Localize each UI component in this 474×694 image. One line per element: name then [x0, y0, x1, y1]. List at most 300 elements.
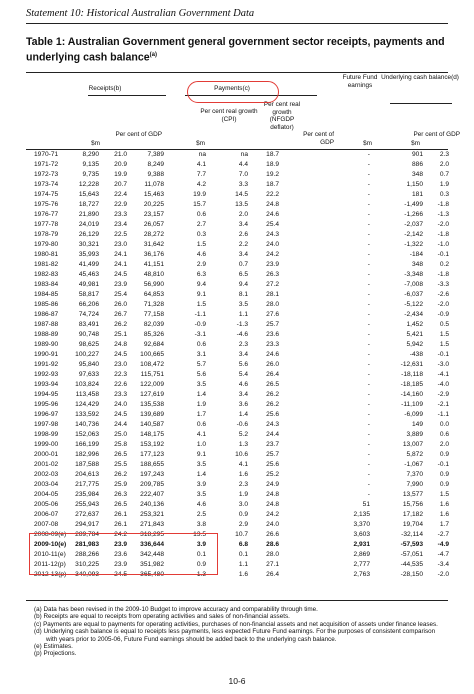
row-year: 1977-78 — [34, 221, 59, 228]
row-value: 17,182 — [402, 511, 423, 518]
row-value: 18,727 — [78, 201, 99, 208]
row-value: 340,093 — [75, 571, 99, 578]
row-value: -2.0 — [437, 221, 449, 228]
row-value: 7,990 — [406, 481, 423, 488]
receipts-pct-head: Per cent of GDP — [115, 131, 162, 138]
row-value: 3.1 — [196, 351, 206, 358]
table-row — [0, 410, 474, 419]
row-year: 1998-99 — [34, 431, 59, 438]
row-value: 26.5 — [114, 501, 127, 508]
row-value: 153,192 — [140, 441, 164, 448]
row-value: 27.1 — [266, 561, 279, 568]
row-value: -44,535 — [400, 561, 423, 568]
row-value: 12,228 — [78, 181, 99, 188]
row-value: 139,689 — [140, 411, 164, 418]
row-value: 23.6 — [266, 331, 279, 338]
row-value: 24.4 — [114, 421, 127, 428]
table-row — [0, 480, 474, 489]
row-value: 58,817 — [78, 291, 99, 298]
row-value: 41,499 — [78, 261, 99, 268]
row-value: 48,810 — [143, 271, 164, 278]
row-value: 1.0 — [196, 441, 206, 448]
row-value: 281,983 — [75, 541, 99, 548]
row-value: 26.6 — [266, 531, 279, 538]
row-year: 1999-00 — [34, 441, 59, 448]
row-value: 310,225 — [75, 561, 99, 568]
row-value: 1.5 — [439, 341, 449, 348]
row-value: -0.1 — [437, 461, 449, 468]
row-value: - — [367, 491, 370, 498]
row-value: 15,643 — [78, 191, 99, 198]
row-value: 95,840 — [78, 361, 99, 368]
row-value: 13.5 — [193, 531, 206, 538]
row-value: 149 — [411, 421, 423, 428]
row-value: 24.5 — [114, 351, 127, 358]
row-value: -184 — [409, 251, 423, 258]
table-row — [0, 270, 474, 279]
row-year: 1982-83 — [34, 271, 59, 278]
row-year: 1997-98 — [34, 421, 59, 428]
table-row — [0, 440, 474, 449]
row-value: 23.7 — [266, 441, 279, 448]
row-value: -1.1 — [437, 411, 449, 418]
row-value: 288,266 — [75, 551, 99, 558]
row-value: 6.3 — [196, 271, 206, 278]
row-value: 26.4 — [266, 571, 279, 578]
row-value: 1.6 — [238, 471, 248, 478]
row-value: 108,472 — [140, 361, 164, 368]
row-value: 24.2 — [114, 531, 127, 538]
row-value: 25.6 — [266, 411, 279, 418]
row-value: 124,429 — [75, 401, 99, 408]
row-value: 9.1 — [196, 451, 206, 458]
row-value: 5,872 — [406, 451, 423, 458]
row-value: 24.3 — [266, 231, 279, 238]
table-top-rule — [26, 72, 448, 73]
row-value: 4.2 — [196, 181, 206, 188]
row-value: 181 — [411, 191, 423, 198]
row-year: 2005-06 — [34, 501, 59, 508]
row-value: 348 — [411, 261, 423, 268]
row-value: 90,748 — [78, 331, 99, 338]
row-value: -4.6 — [236, 331, 248, 338]
row-value: - — [367, 151, 370, 158]
row-value: 6.5 — [238, 271, 248, 278]
row-value: 901 — [411, 151, 423, 158]
row-value: -3,348 — [404, 271, 423, 278]
table-row — [0, 230, 474, 239]
table-row — [0, 320, 474, 329]
row-value: 24.2 — [266, 511, 279, 518]
row-value: 3.5 — [196, 491, 206, 498]
row-value: 49,981 — [78, 281, 99, 288]
row-value: -1.3 — [236, 321, 248, 328]
row-value: 3.6 — [238, 401, 248, 408]
row-value: 25.6 — [266, 461, 279, 468]
row-value: 23.4 — [114, 221, 127, 228]
row-value: 7.0 — [238, 171, 248, 178]
row-value: 348 — [411, 171, 423, 178]
row-value: 103,824 — [75, 381, 99, 388]
row-year: 2008-09(e) — [34, 531, 67, 538]
row-value: 1,150 — [406, 181, 423, 188]
row-value: 1.6 — [439, 501, 449, 508]
row-value: 24.8 — [266, 501, 279, 508]
row-value: 36,176 — [143, 251, 164, 258]
row-value: 20.7 — [114, 181, 127, 188]
payments-highlight-oval — [187, 81, 279, 103]
row-value: - — [367, 271, 370, 278]
row-value: -2.0 — [437, 571, 449, 578]
row-year: 1975-76 — [34, 201, 59, 208]
row-value: 197,243 — [140, 471, 164, 478]
row-year: 1978-79 — [34, 231, 59, 238]
row-value: -438 — [409, 351, 423, 358]
row-value: 240,136 — [140, 501, 164, 508]
row-value: 2,777 — [353, 561, 370, 568]
row-value: 28.6 — [266, 541, 279, 548]
row-year: 1988-89 — [34, 331, 59, 338]
row-value: 3.5 — [196, 381, 206, 388]
row-value: 271,843 — [140, 521, 164, 528]
row-value: 28,272 — [143, 231, 164, 238]
row-value: -4.0 — [437, 381, 449, 388]
row-value: 3.5 — [196, 461, 206, 468]
row-value: 18.9 — [266, 161, 279, 168]
row-value: -0.6 — [236, 421, 248, 428]
row-value: na — [240, 151, 248, 158]
row-value: 7,389 — [147, 151, 164, 158]
row-value: 15.7 — [193, 201, 206, 208]
row-value: 4.6 — [238, 381, 248, 388]
row-value: -18,118 — [401, 371, 423, 378]
row-value: 56,990 — [143, 281, 164, 288]
row-value: 0.9 — [439, 451, 449, 458]
row-value: 9.1 — [196, 291, 206, 298]
row-value: -4.7 — [437, 551, 449, 558]
row-value: 2.0 — [439, 441, 449, 448]
row-value: 22.6 — [114, 381, 127, 388]
row-value: - — [367, 241, 370, 248]
footnote: (a) Data has been revised in the 2009-10 Budget to improve accuracy and comparability through time. — [34, 606, 318, 613]
row-value: 1.6 — [439, 511, 449, 518]
row-value: 3.5 — [238, 301, 248, 308]
table-row — [0, 280, 474, 289]
row-value: 1,452 — [406, 321, 423, 328]
row-value: -0.1 — [437, 251, 449, 258]
table-row — [0, 250, 474, 259]
payments-unit: $m — [196, 140, 205, 147]
row-value: -0.9 — [194, 321, 206, 328]
row-value: 26.5 — [266, 381, 279, 388]
row-value: 1.4 — [238, 411, 248, 418]
row-value: 5.4 — [238, 371, 248, 378]
row-value: 26.2 — [266, 401, 279, 408]
row-year: 1981-82 — [34, 261, 59, 268]
table-row — [0, 400, 474, 409]
row-value: 253,321 — [140, 511, 164, 518]
row-value: 294,917 — [75, 521, 99, 528]
table-title-note: (a) — [149, 52, 157, 58]
footnote: (b) Receipts are equal to receipts from operating activities and sales of non-financial assets. — [34, 613, 290, 621]
row-value: 2,869 — [353, 551, 370, 558]
row-value: - — [367, 191, 370, 198]
row-value: 140,587 — [140, 421, 164, 428]
future-fund-head: Future Fund earnings — [342, 74, 378, 89]
row-value: 23.9 — [266, 261, 279, 268]
row-year: 1974-75 — [34, 191, 59, 198]
row-value: 24.4 — [266, 431, 279, 438]
row-value: -2,037 — [404, 221, 423, 228]
row-year: 2009-10(e) — [34, 541, 67, 548]
row-value: 7,370 — [406, 471, 423, 478]
table-row — [0, 460, 474, 469]
row-value: 15,463 — [143, 191, 164, 198]
table-row — [0, 360, 474, 369]
row-value: 30,321 — [78, 241, 99, 248]
row-value: 1.5 — [439, 331, 449, 338]
row-value: 5.2 — [238, 431, 248, 438]
row-value: 2.9 — [238, 521, 248, 528]
row-value: 24.9 — [266, 481, 279, 488]
row-value: 4.1 — [238, 461, 248, 468]
row-value: 3.8 — [196, 521, 206, 528]
row-value: -57,051 — [400, 551, 423, 558]
row-value: -1,499 — [404, 201, 423, 208]
row-value: - — [367, 281, 370, 288]
row-value: 23.3 — [114, 211, 127, 218]
row-value: 24.0 — [266, 241, 279, 248]
row-value: 23,157 — [143, 211, 164, 218]
row-value: -3.4 — [437, 561, 449, 568]
row-value: -18,185 — [400, 381, 423, 388]
row-value: 2.6 — [238, 231, 248, 238]
row-value: 122,009 — [140, 381, 164, 388]
row-value: 1.5 — [439, 491, 449, 498]
row-value: 85,326 — [143, 331, 164, 338]
row-year: 2007-08 — [34, 521, 59, 528]
row-value: - — [367, 471, 370, 478]
row-value: - — [367, 351, 370, 358]
row-value: 0.9 — [238, 511, 248, 518]
payments-group-head: Payments(c) — [214, 85, 250, 92]
row-value: 2.0 — [439, 161, 449, 168]
row-value: 182,996 — [75, 451, 99, 458]
row-value: - — [367, 211, 370, 218]
row-value: 5.7 — [196, 361, 206, 368]
row-value: 2.0 — [238, 211, 248, 218]
row-year: 1970-71 — [34, 151, 59, 158]
row-value: 1.1 — [238, 311, 248, 318]
row-value: - — [367, 181, 370, 188]
row-value: 20.9 — [114, 161, 127, 168]
row-value: 97,633 — [78, 371, 99, 378]
table-row — [0, 520, 474, 529]
row-value: 18.7 — [266, 151, 279, 158]
row-value: -2.6 — [437, 291, 449, 298]
receipts-underline — [88, 95, 166, 96]
row-value: - — [367, 481, 370, 488]
row-value: 19,704 — [402, 521, 423, 528]
row-value: 19.9 — [193, 191, 206, 198]
row-value: - — [367, 251, 370, 258]
row-value: 9,388 — [147, 171, 164, 178]
row-value: 272,637 — [75, 511, 99, 518]
row-value: -1,322 — [404, 241, 423, 248]
row-value: 41,151 — [143, 261, 164, 268]
row-value: 3,889 — [406, 431, 423, 438]
row-value: 140,736 — [75, 421, 99, 428]
footnote: (p) Projections. — [34, 650, 77, 658]
row-value: 1.9 — [439, 181, 449, 188]
row-value: 28.0 — [266, 551, 279, 558]
row-value: 4.6 — [196, 501, 206, 508]
row-value: 187,588 — [75, 461, 99, 468]
row-value: 1.9 — [196, 401, 206, 408]
row-value: 26.2 — [266, 391, 279, 398]
row-value: 365,480 — [140, 571, 164, 578]
ucb-unit: $m — [411, 140, 420, 147]
row-year: 1987-88 — [34, 321, 59, 328]
row-value: 82,039 — [143, 321, 164, 328]
row-value: -4.9 — [437, 541, 449, 548]
row-value: 2.3 — [439, 151, 449, 158]
future-fund-unit: $m — [363, 140, 372, 147]
row-value: - — [367, 411, 370, 418]
row-value: 3.0 — [238, 501, 248, 508]
row-value: 1.3 — [238, 441, 248, 448]
table-row — [0, 420, 474, 429]
row-value: - — [367, 451, 370, 458]
row-value: 2.3 — [238, 341, 248, 348]
row-value: -57,593 — [400, 541, 423, 548]
row-value: -6,037 — [404, 291, 423, 298]
row-value: 26,057 — [143, 221, 164, 228]
row-value: 22.4 — [114, 191, 127, 198]
row-value: 4.4 — [238, 161, 248, 168]
row-value: 26.7 — [114, 311, 127, 318]
row-value: 0.7 — [439, 171, 449, 178]
row-value: 1.4 — [196, 471, 206, 478]
row-value: 1.4 — [196, 391, 206, 398]
row-value: 1.1 — [238, 561, 248, 568]
row-value: - — [367, 171, 370, 178]
row-value: 24.0 — [266, 521, 279, 528]
row-value: 217,775 — [75, 481, 99, 488]
row-value: 23.3 — [114, 391, 127, 398]
table-notes — [34, 606, 444, 658]
row-value: 113,458 — [75, 391, 99, 398]
row-value: 1.6 — [238, 571, 248, 578]
row-value: 1.5 — [196, 241, 206, 248]
row-value: 5.6 — [238, 361, 248, 368]
row-year: 1996-97 — [34, 411, 59, 418]
row-value: 3.9 — [196, 481, 206, 488]
table-row — [0, 160, 474, 169]
row-value: 26.1 — [114, 521, 127, 528]
row-value: 9.4 — [196, 281, 206, 288]
row-value: 7.7 — [196, 171, 206, 178]
row-value: 127,619 — [140, 391, 164, 398]
row-year: 1990-91 — [34, 351, 59, 358]
row-year: 2000-01 — [34, 451, 59, 458]
row-value: 2,763 — [353, 571, 370, 578]
table-row — [0, 310, 474, 319]
row-value: 23.3 — [266, 341, 279, 348]
row-value: na — [198, 151, 206, 158]
table-row — [0, 240, 474, 249]
row-year: 1980-81 — [34, 251, 59, 258]
row-value: - — [367, 231, 370, 238]
row-value: - — [367, 311, 370, 318]
table-row — [0, 220, 474, 229]
row-value: 23.0 — [114, 361, 127, 368]
row-value: 26,129 — [78, 231, 99, 238]
row-value: - — [367, 421, 370, 428]
row-value: -1,067 — [404, 461, 423, 468]
row-value: 25.8 — [114, 441, 127, 448]
row-value: - — [367, 331, 370, 338]
row-value: - — [367, 221, 370, 228]
row-value: 24.6 — [266, 211, 279, 218]
row-value: 10.7 — [235, 531, 248, 538]
row-value: 255,943 — [75, 501, 99, 508]
table-row — [0, 470, 474, 479]
row-value: 2.3 — [238, 481, 248, 488]
row-year: 1983-84 — [34, 281, 59, 288]
row-value: - — [367, 371, 370, 378]
row-value: 2.2 — [238, 241, 248, 248]
header-rule — [26, 23, 448, 24]
table-row — [0, 200, 474, 209]
row-value: 25.4 — [114, 291, 127, 298]
row-value: 351,982 — [140, 561, 164, 568]
table-bottom-rule — [26, 600, 448, 601]
row-value: 24.5 — [114, 271, 127, 278]
row-year: 2002-03 — [34, 471, 59, 478]
row-value: 23.9 — [114, 541, 127, 548]
row-value: 74,724 — [78, 311, 99, 318]
row-value: 8,290 — [82, 151, 99, 158]
row-value: 100,665 — [140, 351, 164, 358]
receipts-unit: $m — [91, 140, 100, 147]
row-value: 25.4 — [266, 221, 279, 228]
row-value: 24.1 — [114, 261, 127, 268]
row-value: - — [367, 161, 370, 168]
row-value: - — [367, 431, 370, 438]
row-value: 24.8 — [266, 491, 279, 498]
row-value: 45,463 — [78, 271, 99, 278]
row-year: 2010-11(e) — [34, 551, 66, 558]
row-value: 23.9 — [114, 561, 127, 568]
row-value: 92,684 — [143, 341, 164, 348]
table-row — [0, 510, 474, 519]
row-value: 2,931 — [353, 541, 370, 548]
row-value: 2.5 — [196, 511, 206, 518]
footnote: (e) Estimates. — [34, 643, 73, 651]
row-value: -4.1 — [437, 371, 449, 378]
row-year: 1979-80 — [34, 241, 59, 248]
row-value: 2.7 — [196, 221, 206, 228]
row-value: 25.9 — [114, 481, 127, 488]
row-value: 0.9 — [196, 561, 206, 568]
row-year: 2004-05 — [34, 491, 59, 498]
row-value: 15,756 — [402, 501, 423, 508]
row-value: 26.3 — [114, 491, 127, 498]
row-year: 1993-94 — [34, 381, 59, 388]
row-value: 22.9 — [114, 201, 127, 208]
row-value: 10.6 — [235, 451, 248, 458]
